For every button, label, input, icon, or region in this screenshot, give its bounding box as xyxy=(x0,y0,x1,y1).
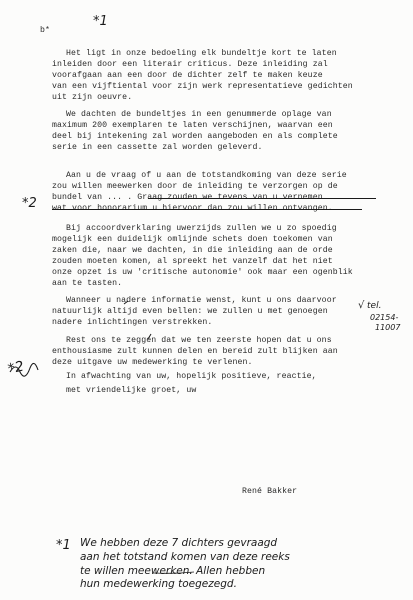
paragraph-4-line-5: onze opzet is uw 'critische autonomie' ook maar een ogenblik xyxy=(52,268,353,277)
paragraph-4-line-6: aan te tasten. xyxy=(52,279,123,288)
phone-number-line-1: 02154- xyxy=(370,313,399,322)
handwritten-mark-left: *2 xyxy=(22,196,37,211)
footnote-line-4: hun medewerking toegezegd. xyxy=(80,578,237,590)
phone-label: tel. xyxy=(367,301,382,311)
footnote-line-2: aan het totstand komen van deze reeks xyxy=(80,551,290,563)
paragraph-1-line-2: inleiden door een literair criticus. Deze inleiding zal xyxy=(52,60,328,69)
paragraph-1-line-4: van een vijftiental voor zijn werk representatieve gedichten xyxy=(52,82,353,91)
paragraph-1-line-3: voorafgaan aan een door de dichter zelf te maken keuze xyxy=(52,71,323,80)
paragraph-2-line-4: serie in een cassette zal worden geleverd. xyxy=(52,143,263,152)
paragraph-2-line-2: maximum 200 exemplaren te laten verschijnen, waarvan een xyxy=(52,121,333,130)
phone-number-line-2: 11007 xyxy=(375,323,401,332)
footnote-line-1: We hebben deze 7 dichters gevraagd xyxy=(80,537,278,549)
paragraph-2-line-3: deel bij intekening zal worden aangeboden en als complete xyxy=(52,132,338,141)
paragraph-3-line-2: zou willen meewerken door de inleiding te verzorgen op de xyxy=(52,182,338,191)
salutation: b* xyxy=(40,26,51,35)
paragraph-4-line-3: zaken die, naar we dachten, in die inleiding aan de orde xyxy=(52,246,333,255)
signature-name: René Bakker xyxy=(242,487,298,496)
footnote-line-3: te willen meewerken. Allen hebben xyxy=(80,565,266,577)
paragraph-3-line-4: wat voor honorarium u hiervoor dan zou willen ontvangen. xyxy=(52,204,333,213)
paragraph-4-line-1: Bij accoordverklaring uwerzijds zullen we u zo spoedig xyxy=(66,224,337,233)
paragraph-3-line-1: Aan u de vraag of u aan de totstandkoming van deze serie xyxy=(66,171,347,180)
footnote-mark: *1 xyxy=(56,538,71,553)
paragraph-6-line-2: enthousiasme zult kunnen delen en bereid zult blijken aan xyxy=(52,347,338,356)
paragraph-4-line-2: mogelijk een duidelijk omlijnde schets doen toekomen van xyxy=(52,235,333,244)
paragraph-1-line-1: Het ligt in onze bedoeling elk bundeltje kort te laten xyxy=(66,49,337,58)
paragraph-4-line-4: zouden moeten komen, al spreekt het vanzelf dat het niet xyxy=(52,257,333,266)
paragraph-2-line-1: We dachten de bundeltjes in een genummerde oplage van xyxy=(66,110,332,119)
paragraph-5-line-1: Wanneer u nadere informatie wenst, kunt u ons daarvoor xyxy=(66,296,337,305)
closing-line-1: In afwachting van uw, hopelijk positieve, reactie, xyxy=(66,372,317,381)
phone-check-mark: √ xyxy=(358,300,365,311)
handwritten-mark-top: *1 xyxy=(93,14,108,29)
closing-line-2: met vriendelijke groet, uw xyxy=(66,386,197,395)
paragraph-6-line-3: deze uitgave uw medewerking te verlenen. xyxy=(52,358,253,367)
paragraph-5-line-3: nadere inlichtingen verstrekken. xyxy=(52,318,213,327)
paragraph-5-line-2: natuurlijk altijd even bellen: we zullen u met genoegen xyxy=(52,307,328,316)
handwritten-mark-left-lower: *2 xyxy=(6,358,26,378)
paragraph-3-line-3: bundel van ... . Graag zouden we tevens van u vernemen xyxy=(52,193,323,202)
paragraph-6-line-1: Rest ons te zeggen dat we ten zeerste hopen dat u ons xyxy=(66,336,332,345)
paragraph-1-line-5: uit zijn oeuvre. xyxy=(52,93,133,102)
